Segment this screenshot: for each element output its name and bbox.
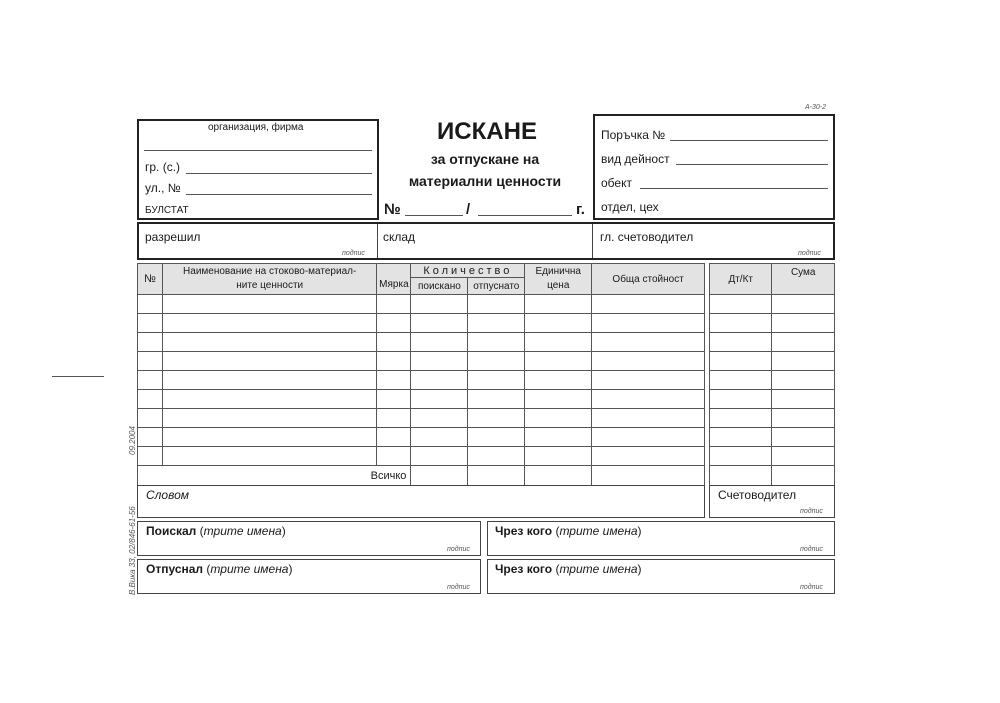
table-cell[interactable]: [525, 428, 592, 447]
table-cell[interactable]: [138, 428, 163, 447]
table-cell[interactable]: [377, 295, 411, 314]
table-cell[interactable]: [162, 428, 376, 447]
table-cell[interactable]: [592, 390, 705, 409]
table-cell[interactable]: [772, 466, 835, 486]
table-cell[interactable]: [138, 371, 163, 390]
table-cell[interactable]: [138, 409, 163, 428]
table-cell[interactable]: [772, 428, 835, 447]
requested-by-label: Поискал: [146, 524, 197, 538]
total-unit-price[interactable]: [525, 466, 592, 486]
through-whom-2-label: Чрез кого: [495, 562, 553, 576]
table-cell[interactable]: [411, 447, 468, 466]
allowed-signature: подпис: [342, 250, 365, 257]
table-cell[interactable]: [772, 390, 835, 409]
accountant-signature: подпис: [800, 508, 823, 515]
col-name-line1: Наименование на стоково-материал-: [183, 266, 357, 277]
table-cell[interactable]: [772, 352, 835, 371]
total-requested[interactable]: [411, 466, 468, 486]
table-cell[interactable]: [710, 409, 772, 428]
col-name-header: [162, 264, 376, 295]
table-cell[interactable]: [377, 409, 411, 428]
table-cell[interactable]: [525, 409, 592, 428]
table-cell[interactable]: [710, 447, 772, 466]
table-cell[interactable]: [377, 428, 411, 447]
col-requested-header: поискано: [411, 278, 468, 295]
street-label: ул., №: [145, 181, 181, 195]
table-cell[interactable]: [411, 295, 468, 314]
released-by-signature: подпис: [447, 584, 470, 591]
col-no-header: №: [138, 264, 163, 295]
accountant-label: Счетоводител: [718, 488, 797, 502]
table-cell[interactable]: [162, 333, 376, 352]
form-code: A-30-2: [805, 104, 827, 111]
table-cell[interactable]: [162, 447, 376, 466]
col-sum-header: Сума: [772, 264, 835, 295]
approval-row: [137, 222, 835, 260]
subtitle-line1: за отпускане на: [430, 151, 540, 167]
col-unit-price-header: [525, 264, 592, 295]
table-cell[interactable]: [525, 352, 592, 371]
table-cell[interactable]: [411, 409, 468, 428]
table-cell[interactable]: [468, 371, 525, 390]
col-unit-price-line1: Единична: [535, 266, 581, 277]
table-cell[interactable]: [377, 390, 411, 409]
table-cell[interactable]: [411, 371, 468, 390]
released-by-label: Отпуснал: [146, 562, 204, 576]
city-field[interactable]: [186, 173, 372, 174]
year-suffix: г.: [576, 201, 585, 218]
table-cell[interactable]: [772, 371, 835, 390]
table-cell[interactable]: [772, 409, 835, 428]
table-cell[interactable]: [138, 333, 163, 352]
table-cell[interactable]: [138, 352, 163, 371]
order-field[interactable]: [670, 140, 828, 141]
date-field[interactable]: [478, 215, 572, 216]
street-field[interactable]: [186, 194, 372, 195]
released-by-field: [146, 562, 292, 576]
table-cell[interactable]: [710, 390, 772, 409]
col-released-header: отпуснато: [468, 278, 525, 295]
words-label: Словом: [146, 488, 190, 502]
margin-line: [52, 376, 104, 377]
close-paren: ): [637, 562, 642, 576]
table-cell[interactable]: [138, 314, 163, 333]
table-cell[interactable]: [468, 428, 525, 447]
table-cell[interactable]: [772, 314, 835, 333]
subtitle-line2: материални ценности: [408, 173, 562, 189]
through-whom-2-hint: трите имена: [559, 562, 638, 576]
number-field[interactable]: [405, 215, 463, 216]
side-date-text: 09.2004: [128, 426, 137, 455]
approval-divider-2: [592, 224, 593, 258]
accounting-table: [709, 263, 835, 486]
table-cell[interactable]: [772, 295, 835, 314]
requested-by-hint: трите имена: [203, 524, 282, 538]
table-cell[interactable]: [525, 390, 592, 409]
through-whom-1-label: Чрез кого: [495, 524, 553, 538]
number-slash: /: [466, 201, 471, 218]
table-cell[interactable]: [377, 447, 411, 466]
activity-label: вид дейност: [601, 152, 670, 166]
table-cell[interactable]: [468, 390, 525, 409]
allowed-label: разрешил: [145, 230, 201, 244]
col-unit-header: Мярка: [377, 264, 411, 295]
col-unit-price-line2: цена: [547, 280, 570, 291]
table-cell[interactable]: [525, 371, 592, 390]
total-label: Всичко: [138, 466, 411, 486]
table-cell[interactable]: [710, 352, 772, 371]
table-cell[interactable]: [592, 314, 705, 333]
table-cell[interactable]: [162, 409, 376, 428]
city-label: гр. (с.): [145, 160, 181, 174]
table-cell[interactable]: [411, 352, 468, 371]
col-debit-credit-header: Дт/Кт: [710, 264, 772, 295]
table-cell[interactable]: [525, 333, 592, 352]
released-by-hint: трите имена: [210, 562, 289, 576]
chief-accountant-signature: подпис: [798, 250, 821, 257]
approval-divider-1: [377, 224, 378, 258]
table-cell[interactable]: [138, 447, 163, 466]
organization-caption: организация, фирма: [208, 122, 304, 133]
open-paren: (: [555, 524, 560, 538]
table-cell[interactable]: [468, 333, 525, 352]
table-cell[interactable]: [162, 352, 376, 371]
table-cell[interactable]: [592, 371, 705, 390]
open-paren: (: [199, 524, 204, 538]
open-paren: (: [555, 562, 560, 576]
table-cell[interactable]: [468, 352, 525, 371]
table-cell[interactable]: [710, 466, 772, 486]
table-cell[interactable]: [592, 295, 705, 314]
table-cell[interactable]: [592, 447, 705, 466]
table-cell[interactable]: [592, 428, 705, 447]
table-cell[interactable]: [468, 314, 525, 333]
close-paren: ): [281, 524, 286, 538]
table-cell[interactable]: [592, 409, 705, 428]
table-cell[interactable]: [162, 295, 376, 314]
col-quantity-header: Количество: [411, 264, 525, 278]
number-label: №: [384, 201, 401, 218]
through-whom-2-field: [495, 562, 642, 576]
table-cell[interactable]: [411, 314, 468, 333]
table-cell[interactable]: [592, 352, 705, 371]
table-cell[interactable]: [377, 371, 411, 390]
requested-by-field: [146, 524, 286, 538]
close-paren: ): [288, 562, 293, 576]
bulstat-label: БУЛСТАТ: [145, 205, 189, 216]
through-whom-1-field: [495, 524, 642, 538]
table-cell[interactable]: [710, 314, 772, 333]
through-whom-2-signature: подпис: [800, 584, 823, 591]
table-cell[interactable]: [468, 409, 525, 428]
open-paren: (: [206, 562, 211, 576]
order-label: Поръчка №: [601, 128, 666, 142]
col-total-header: Обща стойност: [592, 264, 705, 295]
close-paren: ): [637, 524, 642, 538]
table-cell[interactable]: [377, 314, 411, 333]
table-cell[interactable]: [162, 390, 376, 409]
department-label: отдел, цех: [601, 200, 659, 214]
words-box[interactable]: [137, 485, 705, 518]
table-cell[interactable]: [138, 295, 163, 314]
table-cell[interactable]: [138, 390, 163, 409]
table-cell[interactable]: [525, 295, 592, 314]
table-cell[interactable]: [468, 295, 525, 314]
table-cell[interactable]: [162, 314, 376, 333]
table-cell[interactable]: [162, 371, 376, 390]
table-cell[interactable]: [710, 428, 772, 447]
table-cell[interactable]: [377, 333, 411, 352]
object-field[interactable]: [640, 188, 828, 189]
table-cell[interactable]: [710, 295, 772, 314]
table-cell[interactable]: [525, 447, 592, 466]
object-label: обект: [601, 176, 632, 190]
table-cell[interactable]: [772, 447, 835, 466]
requested-by-signature: подпис: [447, 546, 470, 553]
total-released[interactable]: [468, 466, 525, 486]
side-printer-text: В.Вика 33, 02/846-61-56: [128, 506, 137, 595]
col-name-line2: ните ценности: [236, 280, 304, 291]
table-cell[interactable]: [710, 371, 772, 390]
table-cell[interactable]: [772, 333, 835, 352]
total-value[interactable]: [592, 466, 705, 486]
table-cell[interactable]: [525, 314, 592, 333]
items-table: [137, 263, 705, 486]
document-title: ИСКАНЕ: [437, 118, 537, 145]
table-cell[interactable]: [377, 352, 411, 371]
activity-field[interactable]: [676, 164, 828, 165]
table-cell[interactable]: [468, 447, 525, 466]
table-cell[interactable]: [411, 390, 468, 409]
table-cell[interactable]: [411, 428, 468, 447]
through-whom-1-signature: подпис: [800, 546, 823, 553]
table-cell[interactable]: [411, 333, 468, 352]
warehouse-label: склад: [383, 230, 416, 244]
table-cell[interactable]: [710, 333, 772, 352]
through-whom-1-hint: трите имена: [559, 524, 638, 538]
organization-line[interactable]: [144, 150, 372, 151]
table-cell[interactable]: [592, 333, 705, 352]
chief-accountant-label: гл. счетоводител: [600, 230, 694, 244]
